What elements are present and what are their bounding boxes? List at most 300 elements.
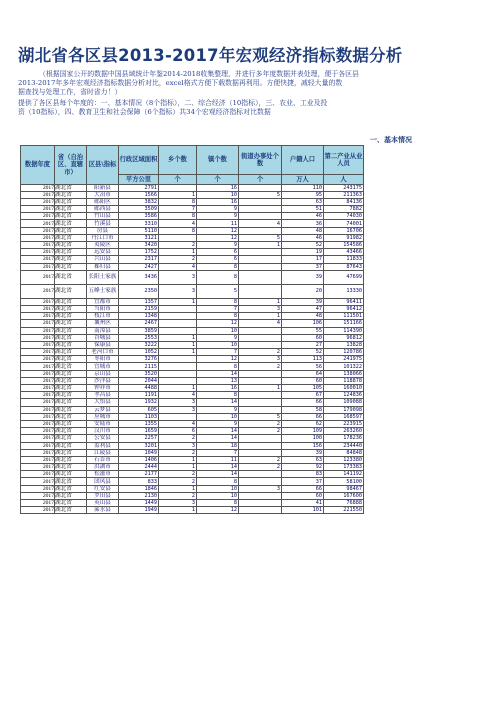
cell-area: 3509 <box>119 206 159 213</box>
intro-line-3: 据查找与处理工作，省时省力！） <box>18 88 122 96</box>
cell-area: 1357 <box>119 298 159 305</box>
table-row <box>21 305 364 312</box>
cell-townships <box>159 327 197 334</box>
table-row <box>21 327 364 334</box>
cell-year: 2017 <box>21 370 55 377</box>
cell-towns: 10 <box>197 327 239 334</box>
cell-area: 3121 <box>119 234 159 241</box>
table-row <box>21 485 364 492</box>
cell-secondary: 96412 <box>324 305 364 312</box>
cell-province: 湖北省 <box>55 256 87 263</box>
cell-province: 湖北省 <box>55 385 87 392</box>
table-body <box>21 184 364 514</box>
cell-secondary: 16706 <box>324 227 364 234</box>
cell-households: 156 <box>282 442 324 449</box>
cell-county: 宜城市 <box>87 363 119 370</box>
cell-subdistricts <box>239 206 282 213</box>
unit-subdistricts: 个 <box>239 175 282 185</box>
cell-towns: 8 <box>197 298 239 305</box>
cell-county: 宜都市 <box>87 298 119 305</box>
cell-towns: 12 <box>197 507 239 514</box>
cell-year: 2017 <box>21 334 55 341</box>
cell-households: 19 <box>282 249 324 256</box>
cell-county: 英山县 <box>87 500 119 507</box>
cell-area: 1846 <box>119 485 159 492</box>
cell-subdistricts: 1 <box>239 242 282 249</box>
cell-county: 大悟县 <box>87 399 119 406</box>
cell-area: 3520 <box>119 370 159 377</box>
cell-households: 63 <box>282 198 324 205</box>
cell-secondary: 111501 <box>324 313 364 320</box>
cell-county: 长阳土家族 <box>87 270 119 284</box>
cell-subdistricts <box>239 492 282 499</box>
table-row <box>21 198 364 205</box>
cell-townships <box>159 320 197 327</box>
cell-secondary: 211363 <box>324 191 364 198</box>
cell-area: 2350 <box>119 284 159 298</box>
cell-year: 2017 <box>21 220 55 227</box>
header-area: 行政区域面积 <box>119 146 159 175</box>
cell-towns: 8 <box>197 263 239 270</box>
header-townships: 乡个数 <box>159 146 197 175</box>
cell-subdistricts <box>239 377 282 384</box>
cell-townships <box>159 234 197 241</box>
cell-households: 60 <box>282 377 324 384</box>
cell-year: 2017 <box>21 227 55 234</box>
cell-secondary: 168597 <box>324 413 364 420</box>
unit-towns: 个 <box>197 175 239 185</box>
cell-county: 团风县 <box>87 478 119 485</box>
cell-county: 孝昌县 <box>87 392 119 399</box>
cell-subdistricts: 2 <box>239 428 282 435</box>
cell-year: 2017 <box>21 449 55 456</box>
header-subdistricts: 街道办事处个数 <box>239 146 282 175</box>
cell-secondary: 123380 <box>324 456 364 463</box>
cell-area: 1932 <box>119 399 159 406</box>
cell-households: 20 <box>282 284 324 298</box>
cell-secondary: 160010 <box>324 385 364 392</box>
cell-subdistricts <box>239 392 282 399</box>
cell-townships: 7 <box>159 206 197 213</box>
cell-area: 1191 <box>119 392 159 399</box>
cell-towns: 10 <box>197 341 239 348</box>
cell-townships: 2 <box>159 435 197 442</box>
cell-area: 1052 <box>119 349 159 356</box>
cell-area: 3859 <box>119 327 159 334</box>
cell-towns: 8 <box>197 478 239 485</box>
cell-year: 2017 <box>21 284 55 298</box>
cell-towns: 14 <box>197 399 239 406</box>
cell-towns: 16 <box>197 198 239 205</box>
cell-secondary: 87643 <box>324 263 364 270</box>
cell-secondary: 84136 <box>324 198 364 205</box>
cell-households: 100 <box>282 435 324 442</box>
cell-province: 湖北省 <box>55 327 87 334</box>
cell-area: 3832 <box>119 198 159 205</box>
cell-province: 湖北省 <box>55 227 87 234</box>
cell-county: 大冶市 <box>87 191 119 198</box>
cell-area: 1348 <box>119 313 159 320</box>
cell-subdistricts <box>239 406 282 413</box>
cell-townships: 1 <box>159 507 197 514</box>
cell-area: 3222 <box>119 341 159 348</box>
table-row <box>21 242 364 249</box>
table-row <box>21 392 364 399</box>
cell-secondary: 154586 <box>324 242 364 249</box>
cell-households: 39 <box>282 298 324 305</box>
cell-townships: 2 <box>159 478 197 485</box>
cell-subdistricts: 2 <box>239 464 282 471</box>
cell-towns: 8 <box>197 392 239 399</box>
intro-line-2: 2013-2017年多年宏观经济指标数据分析对比，excel格式方便下载数据再利用。方便快捷，减轻大量的数 <box>18 79 343 87</box>
cell-county: 远安县 <box>87 249 119 256</box>
cell-townships: 3 <box>159 406 197 413</box>
cell-area: 2177 <box>119 471 159 478</box>
table-row <box>21 191 364 198</box>
cell-area: 1406 <box>119 456 159 463</box>
cell-towns: 5 <box>197 284 239 298</box>
cell-province: 湖北省 <box>55 392 87 399</box>
data-table <box>20 145 364 514</box>
table-row <box>21 263 364 270</box>
table-row <box>21 442 364 449</box>
table-row <box>21 356 364 363</box>
table-row <box>21 234 364 241</box>
cell-households: 52 <box>282 242 324 249</box>
table-row <box>21 492 364 499</box>
cell-year: 2017 <box>21 256 55 263</box>
cell-towns: 8 <box>197 313 239 320</box>
cell-households: 41 <box>282 500 324 507</box>
cell-subdistricts: 5 <box>239 191 282 198</box>
cell-towns: 10 <box>197 485 239 492</box>
cell-area: 1659 <box>119 428 159 435</box>
cell-towns: 8 <box>197 500 239 507</box>
cell-secondary: 241975 <box>324 356 364 363</box>
cell-towns: 18 <box>197 442 239 449</box>
cell-households: 62 <box>282 420 324 427</box>
table-row <box>21 206 364 213</box>
cell-area: 3436 <box>119 270 159 284</box>
cell-households: 106 <box>282 320 324 327</box>
cell-subdistricts: 4 <box>239 220 282 227</box>
cell-county: 枣阳市 <box>87 356 119 363</box>
cell-county: 秭归县 <box>87 263 119 270</box>
cell-townships: 8 <box>159 227 197 234</box>
cell-county: 南漳县 <box>87 327 119 334</box>
cell-area: 3310 <box>119 220 159 227</box>
cell-subdistricts <box>239 341 282 348</box>
cell-area: 2257 <box>119 435 159 442</box>
cell-households: 51 <box>282 206 324 213</box>
cell-towns: 8 <box>197 270 239 284</box>
cell-secondary: 7882 <box>324 206 364 213</box>
cell-households: 37 <box>282 263 324 270</box>
cell-year: 2017 <box>21 313 55 320</box>
table-row <box>21 471 364 478</box>
cell-county: 谷城县 <box>87 334 119 341</box>
cell-province: 湖北省 <box>55 249 87 256</box>
cell-secondary: 178236 <box>324 435 364 442</box>
table-row <box>21 428 364 435</box>
unit-area: 平方公里 <box>119 175 159 185</box>
cell-towns: 14 <box>197 464 239 471</box>
cell-area: 2444 <box>119 464 159 471</box>
cell-households: 60 <box>282 334 324 341</box>
cell-year: 2017 <box>21 399 55 406</box>
cell-province: 湖北省 <box>55 242 87 249</box>
cell-subdistricts <box>239 399 282 406</box>
cell-townships <box>159 313 197 320</box>
cell-year: 2017 <box>21 305 55 312</box>
cell-subdistricts: 3 <box>239 305 282 312</box>
cell-secondary: 243175 <box>324 184 364 191</box>
cell-area: 1752 <box>119 249 159 256</box>
cell-towns: 14 <box>197 471 239 478</box>
intro-line-4: 提供了各区县每个年度的：一、基本情况（8个指标），二、综合经济（10指标），三、农业、工业及投 <box>18 99 328 107</box>
cell-townships: 3 <box>159 442 197 449</box>
cell-households: 64 <box>282 370 324 377</box>
table-row <box>21 249 364 256</box>
table-row <box>21 399 364 406</box>
cell-subdistricts: 2 <box>239 420 282 427</box>
cell-year: 2017 <box>21 406 55 413</box>
cell-area: 1949 <box>119 507 159 514</box>
cell-households: 110 <box>282 184 324 191</box>
cell-households: 48 <box>282 313 324 320</box>
cell-secondary: 109088 <box>324 399 364 406</box>
cell-households: 66 <box>282 399 324 406</box>
cell-year: 2017 <box>21 442 55 449</box>
cell-year: 2017 <box>21 385 55 392</box>
cell-secondary: 13828 <box>324 341 364 348</box>
cell-towns: 9 <box>197 242 239 249</box>
cell-county: 洪湖市 <box>87 464 119 471</box>
cell-towns: 16 <box>197 184 239 191</box>
cell-households: 46 <box>282 234 324 241</box>
cell-area: 605 <box>119 406 159 413</box>
cell-secondary: 114390 <box>324 327 364 334</box>
cell-area: 5110 <box>119 227 159 234</box>
cell-year: 2017 <box>21 341 55 348</box>
cell-subdistricts <box>239 213 282 220</box>
cell-province: 湖北省 <box>55 478 87 485</box>
table-row <box>21 406 364 413</box>
cell-secondary: 84848 <box>324 449 364 456</box>
cell-subdistricts: 2 <box>239 349 282 356</box>
cell-townships: 1 <box>159 249 197 256</box>
cell-townships: 3 <box>159 399 197 406</box>
cell-towns: 12 <box>197 356 239 363</box>
cell-subdistricts: 2 <box>239 456 282 463</box>
cell-townships: 2 <box>159 492 197 499</box>
cell-year: 2017 <box>21 392 55 399</box>
cell-households: 55 <box>282 327 324 334</box>
cell-subdistricts <box>239 284 282 298</box>
cell-county: 当阳市 <box>87 305 119 312</box>
unit-households: 万人 <box>282 175 324 185</box>
cell-townships: 4 <box>159 392 197 399</box>
cell-secondary: 120786 <box>324 349 364 356</box>
cell-province: 湖北省 <box>55 485 87 492</box>
cell-province: 湖北省 <box>55 341 87 348</box>
cell-year: 2017 <box>21 363 55 370</box>
cell-province: 湖北省 <box>55 363 87 370</box>
cell-year: 2017 <box>21 464 55 471</box>
cell-subdistricts <box>239 449 282 456</box>
cell-households: 92 <box>282 464 324 471</box>
cell-secondary: 173383 <box>324 464 364 471</box>
cell-townships: 1 <box>159 485 197 492</box>
header-towns: 镇个数 <box>197 146 239 175</box>
cell-subdistricts <box>239 198 282 205</box>
cell-province: 湖北省 <box>55 349 87 356</box>
table-row <box>21 420 364 427</box>
cell-households: 66 <box>282 485 324 492</box>
cell-townships <box>159 305 197 312</box>
cell-households: 109 <box>282 428 324 435</box>
header-county: 区县\指标 <box>87 146 119 185</box>
cell-province: 湖北省 <box>55 320 87 327</box>
table-row <box>21 500 364 507</box>
cell-secondary: 151166 <box>324 320 364 327</box>
cell-towns: 6 <box>197 249 239 256</box>
cell-year: 2017 <box>21 270 55 284</box>
cell-year: 2017 <box>21 456 55 463</box>
cell-province: 湖北省 <box>55 184 87 191</box>
cell-province: 湖北省 <box>55 471 87 478</box>
cell-subdistricts <box>239 442 282 449</box>
cell-county: 郧阳区 <box>87 198 119 205</box>
header-year: 数据年度 <box>21 146 55 185</box>
cell-subdistricts: 3 <box>239 485 282 492</box>
cell-towns: 6 <box>197 256 239 263</box>
cell-subdistricts <box>239 334 282 341</box>
cell-year: 2017 <box>21 349 55 356</box>
cell-subdistricts <box>239 478 282 485</box>
cell-year: 2017 <box>21 471 55 478</box>
cell-towns: 9 <box>197 420 239 427</box>
cell-province: 湖北省 <box>55 435 87 442</box>
cell-subdistricts <box>239 270 282 284</box>
cell-secondary: 234440 <box>324 442 364 449</box>
cell-year: 2017 <box>21 435 55 442</box>
cell-households: 39 <box>282 270 324 284</box>
intro-line-1: （根据国家公开的数据中国县域统计年鉴2014-2018收集整理，并进行多年度数据并表处理，便于各区县 <box>39 70 359 78</box>
cell-towns: 9 <box>197 334 239 341</box>
cell-subdistricts <box>239 500 282 507</box>
cell-year: 2017 <box>21 191 55 198</box>
cell-province: 湖北省 <box>55 334 87 341</box>
cell-subdistricts: 5 <box>239 413 282 420</box>
cell-area: 1566 <box>119 191 159 198</box>
cell-county: 兴山县 <box>87 256 119 263</box>
cell-year: 2017 <box>21 206 55 213</box>
cell-secondary: 223915 <box>324 420 364 427</box>
cell-province: 湖北省 <box>55 420 87 427</box>
cell-province: 湖北省 <box>55 270 87 284</box>
cell-townships: 1 <box>159 349 197 356</box>
table-row <box>21 385 364 392</box>
cell-year: 2017 <box>21 263 55 270</box>
cell-year: 2017 <box>21 492 55 499</box>
cell-county: 房县 <box>87 227 119 234</box>
unit-townships: 个 <box>159 175 197 185</box>
cell-households: 67 <box>282 392 324 399</box>
cell-province: 湖北省 <box>55 370 87 377</box>
cell-county: 公安县 <box>87 435 119 442</box>
cell-secondary: 47699 <box>324 270 364 284</box>
cell-subdistricts <box>239 184 282 191</box>
cell-townships: 4 <box>159 220 197 227</box>
cell-towns: 11 <box>197 456 239 463</box>
cell-towns: 14 <box>197 370 239 377</box>
cell-province: 湖北省 <box>55 492 87 499</box>
cell-towns: 9 <box>197 213 239 220</box>
cell-townships: 2 <box>159 449 197 456</box>
cell-province: 湖北省 <box>55 428 87 435</box>
cell-subdistricts: 4 <box>239 320 282 327</box>
cell-townships: 2 <box>159 242 197 249</box>
cell-subdistricts: 2 <box>239 363 282 370</box>
cell-area: 2553 <box>119 334 159 341</box>
header-province: 省（自治区、直辖市） <box>55 146 87 185</box>
cell-households: 52 <box>282 349 324 356</box>
cell-county: 云梦县 <box>87 406 119 413</box>
cell-towns: 16 <box>197 385 239 392</box>
cell-subdistricts <box>239 370 282 377</box>
cell-county: 石首市 <box>87 456 119 463</box>
cell-townships <box>159 184 197 191</box>
cell-subdistricts <box>239 507 282 514</box>
cell-year: 2017 <box>21 500 55 507</box>
cell-secondary: 96411 <box>324 298 364 305</box>
table-row <box>21 334 364 341</box>
cell-province: 湖北省 <box>55 305 87 312</box>
cell-secondary: 118878 <box>324 377 364 384</box>
cell-secondary: 96812 <box>324 334 364 341</box>
cell-townships: 2 <box>159 256 197 263</box>
cell-county: 夷陵区 <box>87 242 119 249</box>
cell-county: 竹山县 <box>87 213 119 220</box>
table-header <box>21 146 364 185</box>
cell-subdistricts: 1 <box>239 313 282 320</box>
cell-secondary: 124836 <box>324 392 364 399</box>
cell-townships <box>159 356 197 363</box>
cell-year: 2017 <box>21 184 55 191</box>
cell-townships: 1 <box>159 456 197 463</box>
cell-province: 湖北省 <box>55 284 87 298</box>
cell-townships: 3 <box>159 500 197 507</box>
cell-households: 95 <box>282 191 324 198</box>
cell-subdistricts: 5 <box>239 234 282 241</box>
cell-province: 湖北省 <box>55 399 87 406</box>
cell-year: 2017 <box>21 198 55 205</box>
cell-year: 2017 <box>21 420 55 427</box>
cell-subdistricts: 3 <box>239 356 282 363</box>
cell-households: 60 <box>282 492 324 499</box>
table-row <box>21 449 364 456</box>
cell-province: 湖北省 <box>55 356 87 363</box>
cell-area: 2130 <box>119 492 159 499</box>
cell-secondary: 263260 <box>324 428 364 435</box>
cell-households: 17 <box>282 256 324 263</box>
cell-area: 833 <box>119 478 159 485</box>
cell-towns: 12 <box>197 234 239 241</box>
cell-county: 枝江市 <box>87 313 119 320</box>
table-row <box>21 456 364 463</box>
cell-county: 钟祥市 <box>87 385 119 392</box>
